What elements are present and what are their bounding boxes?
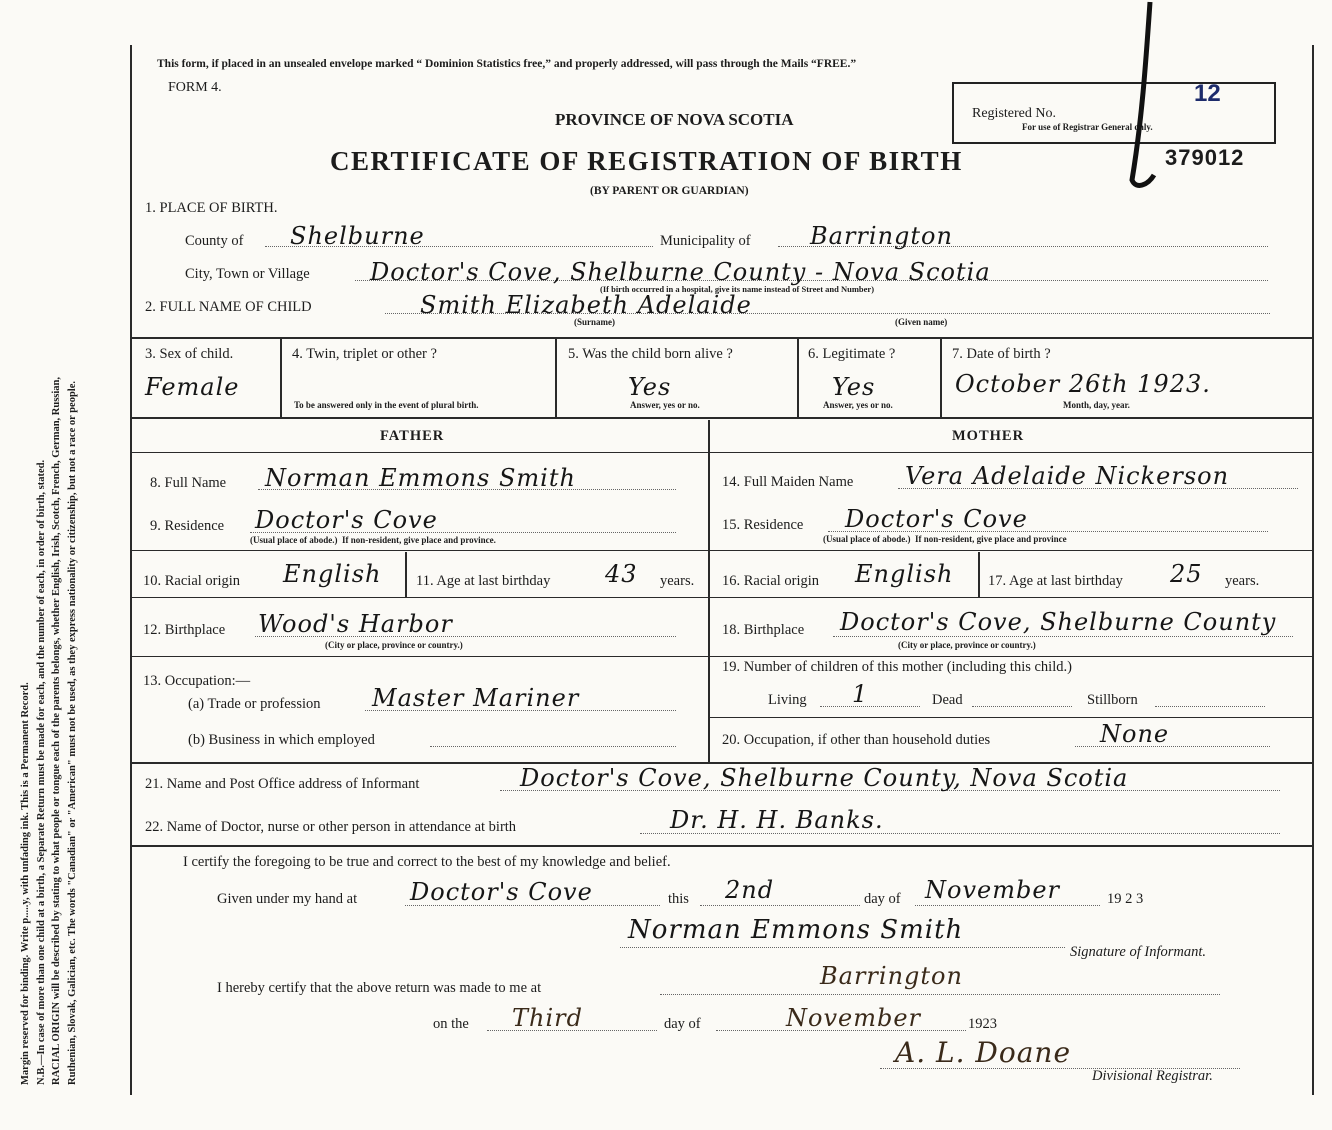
registrar-signature: A. L. Doane (895, 1036, 1072, 1069)
mother-occupation-value: None (1100, 720, 1170, 748)
dob-value: October 26th 1923. (955, 370, 1211, 398)
registrar-signature-label: Divisional Registrar. (1092, 1068, 1213, 1084)
father-age-label: 11. Age at last birthday (416, 573, 551, 589)
col-rule (405, 552, 407, 597)
father-birthplace-label: 12. Birthplace (143, 622, 226, 638)
given-label: Given under my hand at (217, 891, 358, 907)
father-birthplace-hint: (City or place, province or country.) (325, 640, 463, 650)
father-residence-label: 9. Residence (150, 518, 225, 534)
sex-label: 3. Sex of child. (145, 346, 234, 362)
margin-note: RACIAL ORIGIN will be described by stating to what people or tongue each of the parents belongs, whether English, Irish, Scotch, French, German, Russian, (51, 376, 62, 1085)
twin-label: 4. Twin, triplet or other ? (292, 346, 437, 362)
mail-notice: This form, if placed in an unsealed envelope marked “ Dominion Statistics free,” and properly addressed, will pass through the Mails “FREE.” (157, 58, 857, 70)
municipality-value: Barrington (810, 222, 953, 250)
row-rule (132, 452, 1312, 453)
child-name-value: Smith Elizabeth Adelaide (420, 291, 752, 319)
father-racial-value: English (283, 560, 382, 588)
mother-name-label: 14. Full Maiden Name (722, 474, 854, 490)
county-value: Shelburne (290, 222, 425, 250)
mother-birthplace-line (833, 636, 1293, 637)
child-name-label: 2. FULL NAME OF CHILD (145, 299, 312, 315)
given-place-value: Doctor's Cove (410, 878, 593, 906)
row-rule (132, 597, 708, 598)
mother-residence-value: Doctor's Cove (845, 505, 1028, 533)
row-rule (710, 717, 1312, 718)
margin-note: N.B.—In case of more than one child at a birth, a Separate Return must be made for each, and the number of each, in order of birth, stated. (35, 459, 47, 1085)
municipality-label: Municipality of (660, 233, 751, 249)
col-rule (555, 337, 557, 417)
mother-birthplace-hint: (City or place, province or country.) (898, 640, 1036, 650)
row-rule (132, 417, 1312, 419)
province: PROVINCE OF NOVA SCOTIA (555, 110, 794, 129)
certify-statement: I certify the foregoing to be true and correct to the best of my knowledge and belief. (183, 854, 671, 870)
dob-hint: Month, day, year. (1063, 400, 1130, 410)
father-age-value: 43 (605, 560, 638, 588)
col-rule (978, 552, 980, 597)
mother-residence-hint: (Usual place of abode.) If non-resident, give place and province (823, 534, 1067, 544)
living-value: 1 (852, 680, 869, 708)
mother-residence-label: 15. Residence (722, 517, 804, 533)
hospital-note: (If birth occurred in a hospital, give its name instead of Street and Number) (600, 284, 875, 294)
stillborn-label: Stillborn (1087, 692, 1138, 708)
registered-number: 12 (1194, 80, 1221, 107)
living-label: Living (768, 692, 807, 708)
center-divider (708, 420, 710, 762)
col-rule (940, 337, 942, 417)
place-heading: 1. PLACE OF BIRTH. (145, 200, 278, 216)
mother-occupation-label: 20. Occupation, if other than household duties (722, 732, 991, 748)
father-years: years. (660, 573, 695, 589)
col-rule (280, 337, 282, 417)
registrar-statement: I hereby certify that the above return was made to me at (217, 980, 542, 996)
registrar-place-value: Barrington (820, 962, 963, 990)
page-title: CERTIFICATE OF REGISTRATION OF BIRTH (330, 146, 963, 176)
registrar-year: 1923 (968, 1016, 997, 1032)
mother-racial-label: 16. Racial origin (722, 573, 820, 589)
row-rule (132, 550, 708, 551)
mother-heading: MOTHER (952, 428, 1025, 444)
row-rule (710, 597, 1312, 598)
dead-label: Dead (932, 692, 963, 708)
alive-label: 5. Was the child born alive ? (568, 346, 733, 362)
row-rule (132, 656, 1312, 657)
registered-box (952, 82, 1276, 144)
registrar-day-value: Third (512, 1004, 583, 1032)
children-label: 19. Number of children of this mother (including this child.) (722, 659, 1072, 675)
given-day-value: 2nd (725, 876, 775, 904)
mother-age-value: 25 (1170, 560, 1203, 588)
row-rule (710, 550, 1312, 551)
occupation-label: 13. Occupation:— (143, 673, 251, 689)
margin-note: Ruthenian, Slovak, Galician, etc. The words "Canadian" or "American" must not be used, as they express nationality or citizenship, but not a race or people. (66, 380, 78, 1085)
subtitle: (BY PARENT OR GUARDIAN) (590, 185, 749, 197)
form-number: FORM 4. (168, 80, 222, 95)
doctor-value: Dr. H. H. Banks. (670, 806, 884, 834)
county-label: County of (185, 233, 244, 249)
informant-value: Doctor's Cove, Shelburne County, Nova Scotia (520, 764, 1129, 792)
city-label: City, Town or Village (185, 266, 310, 282)
registrar-place-line (660, 994, 1220, 995)
father-name-value: Norman Emmons Smith (265, 464, 576, 492)
business-line (430, 746, 676, 747)
day-line (700, 905, 860, 906)
given-month-value: November (925, 876, 1061, 904)
trade-value: Master Mariner (372, 684, 580, 712)
mother-birthplace-value: Doctor's Cove, Shelburne County (840, 608, 1277, 636)
this-label: this (668, 891, 689, 907)
col-rule (797, 337, 799, 417)
mother-racial-value: English (855, 560, 954, 588)
father-birthplace-value: Wood's Harbor (258, 610, 453, 638)
day-of-label: day of (864, 891, 901, 907)
mother-years: years. (1225, 573, 1260, 589)
father-residence-value: Doctor's Cove (255, 506, 438, 534)
alive-value: Yes (628, 373, 672, 401)
alive-hint: Answer, yes or no. (630, 400, 700, 410)
father-racial-label: 10. Racial origin (143, 573, 241, 589)
stamp-number: 379012 (1165, 145, 1245, 170)
signature-label: Signature of Informant. (1070, 944, 1207, 960)
father-residence-hint: (Usual place of abode.) If non-resident, give place and province. (250, 535, 496, 545)
dob-label: 7. Date of birth ? (952, 346, 1051, 362)
margin-note: Margin reserved for binding. Write p.....y, with unfading ink. This is a Permanent Record. (20, 682, 31, 1085)
father-heading: FATHER (380, 428, 445, 444)
informant-signature: Norman Emmons Smith (628, 915, 964, 945)
legit-hint: Answer, yes or no. (823, 400, 893, 410)
row-rule (132, 337, 1312, 339)
month-line (915, 905, 1100, 906)
mother-age-label: 17. Age at last birthday (988, 573, 1123, 589)
stillborn-line (1155, 706, 1265, 707)
registrar-day-of-label: day of (664, 1016, 701, 1032)
business-label: (b) Business in which employed (188, 732, 375, 748)
row-rule (132, 845, 1312, 847)
registrar-month-value: November (786, 1004, 922, 1032)
signature-line (620, 947, 1065, 948)
margin-notes (18, 25, 80, 1085)
doctor-label: 22. Name of Doctor, nurse or other person in attendance at birth (145, 819, 517, 835)
given-year: 19 2 3 (1107, 891, 1144, 907)
pen-stroke-icon (1118, 0, 1158, 200)
legit-label: 6. Legitimate ? (808, 346, 896, 362)
legit-value: Yes (832, 373, 876, 401)
left-border (130, 45, 132, 1095)
registered-label: Registered No. (972, 106, 1056, 121)
father-name-label: 8. Full Name (150, 475, 227, 491)
surname-hint: (Surname) (574, 317, 615, 327)
mother-name-value: Vera Adelaide Nickerson (905, 462, 1230, 490)
trade-label: (a) Trade or profession (188, 696, 321, 712)
informant-label: 21. Name and Post Office address of Informant (145, 776, 420, 792)
given-hint: (Given name) (895, 317, 948, 327)
mother-birthplace-label: 18. Birthplace (722, 622, 805, 638)
registered-note: For use of Registrar General only. (1022, 122, 1153, 132)
right-border (1312, 45, 1314, 1095)
sex-value: Female (145, 373, 240, 401)
twin-note: To be answered only in the event of plural birth. (294, 400, 479, 410)
dead-line (972, 706, 1072, 707)
living-line (820, 706, 920, 707)
city-value: Doctor's Cove, Shelburne County - Nova Scotia (370, 258, 991, 286)
on-label: on the (433, 1016, 469, 1032)
